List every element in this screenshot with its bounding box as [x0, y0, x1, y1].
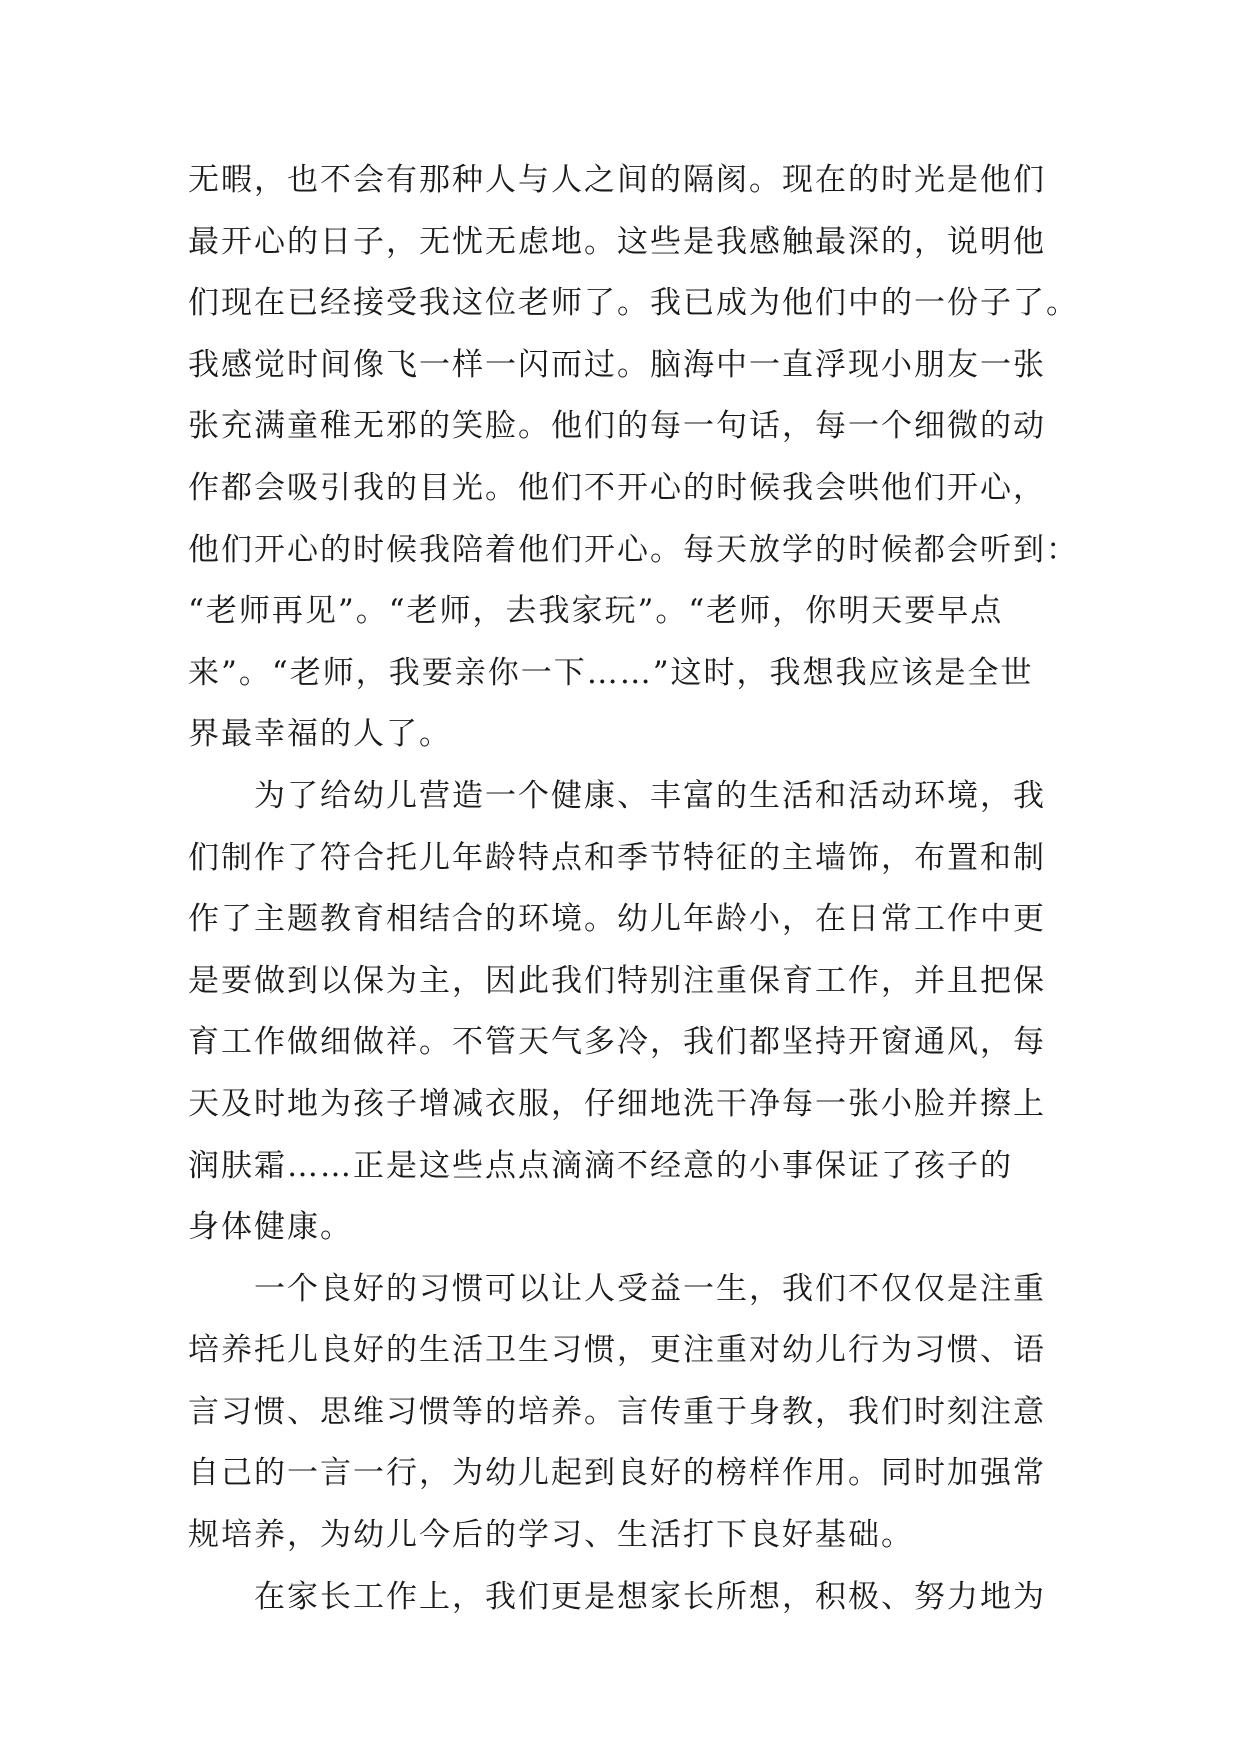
text-line: 身体健康。: [188, 1209, 353, 1246]
text-line: 天及时地为孩子增减衣服，仔细地洗干净每一张小脸并擦上: [188, 1085, 1046, 1122]
paragraph-first-line: 在家长工作上，我们更是想家长所想，积极、努力地为: [254, 1578, 1046, 1615]
text-line: 言习惯、思维习惯等的培养。言传重于身教，我们时刻注意: [188, 1393, 1046, 1430]
text-line: 我感觉时间像飞一样一闪而过。脑海中一直浮现小朋友一张: [188, 346, 1046, 383]
text-line: 来”。“老师，我要亲你一下……”这时，我想我应该是全世: [188, 654, 1034, 691]
text-line: 无暇，也不会有那种人与人之间的隔阂。现在的时光是他们: [188, 162, 1046, 198]
text-line: 作了主题教育相结合的环境。幼儿年龄小，在日常工作中更: [188, 901, 1046, 938]
text-line: 最开心的日子，无忧无虑地。这些是我感触最深的，说明他: [188, 223, 1046, 260]
text-line: 自己的一言一行，为幼儿起到良好的榜样作用。同时加强常: [188, 1455, 1046, 1492]
text-line: 润肤霜……正是这些点点滴滴不经意的小事保证了孩子的: [188, 1147, 1013, 1184]
text-line: 他们开心的时候我陪着他们开心。每天放学的时候都会听到：: [188, 531, 1079, 568]
paragraph-first-line: 一个良好的习惯可以让人受益一生，我们不仅仅是注重: [254, 1270, 1046, 1307]
text-line: 界最幸福的人了。: [188, 716, 452, 753]
text-line: 张充满童稚无邪的笑脸。他们的每一句话，每一个细微的动: [188, 408, 1046, 445]
text-line: “老师再见”。“老师，去我家玩”。“老师，你明天要早点: [188, 593, 1004, 630]
text-line: 规培养，为幼儿今后的学习、生活打下良好基础。: [188, 1517, 914, 1554]
text-line: 们制作了符合托儿年龄特点和季节特征的主墙饰，布置和制: [188, 839, 1046, 876]
text-line: 们现在已经接受我这位老师了。我已成为他们中的一份子了。: [188, 285, 1079, 322]
text-line: 是要做到以保为主，因此我们特别注重保育工作，并且把保: [188, 962, 1046, 999]
text-line: 育工作做细做祥。不管天气多冷，我们都坚持开窗通风，每: [188, 1024, 1046, 1061]
text-line: 作都会吸引我的目光。他们不开心的时候我会哄他们开心，: [188, 469, 1046, 506]
text-line: 培养托儿良好的生活卫生习惯，更注重对幼儿行为习惯、语: [188, 1332, 1046, 1369]
paragraph-first-line: 为了给幼儿营造一个健康、丰富的生活和活动环境，我: [254, 777, 1046, 814]
body-text: [188, 160, 1088, 1638]
